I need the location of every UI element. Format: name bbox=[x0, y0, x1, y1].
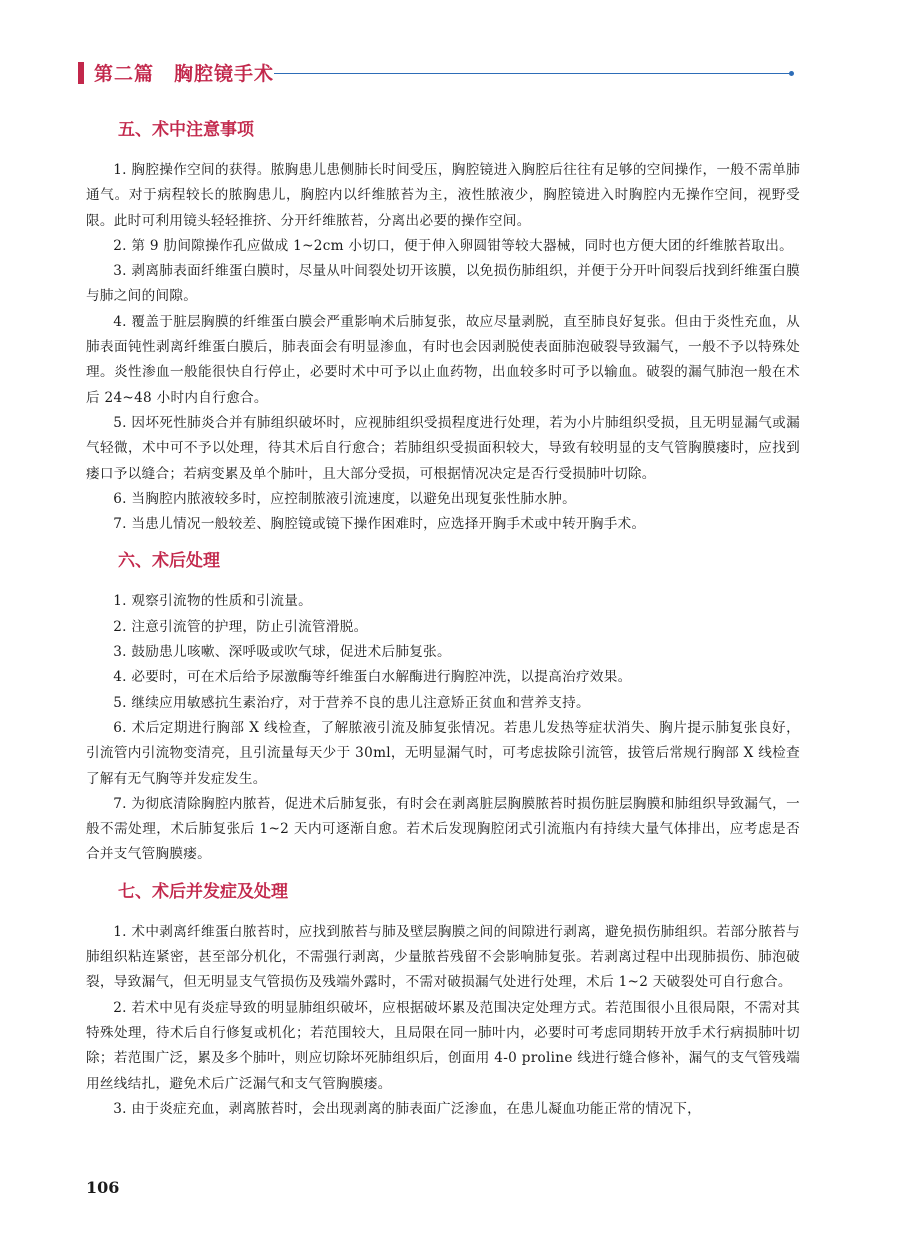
paragraph: 4. 覆盖于脏层胸膜的纤维蛋白膜会严重影响术后肺复张，故应尽量剥脱，直至肺良好复张。但由于炎性充血，从肺表面钝性剥离纤维蛋白膜后，肺表面会有明显渗血，有时也会因剥脱使表面肺泡破裂导致漏气，一般不予以特殊处理。炎性渗血一般能很快自行停止，必要时术中可予以止血药物，出血较多时可予以输血。破裂的漏气肺泡一般在术后 24~48 小时内自行愈合。 bbox=[86, 313, 800, 406]
paragraph: 5. 继续应用敏感抗生素治疗，对于营养不良的患儿注意矫正贫血和营养支持。 bbox=[113, 694, 590, 711]
paragraph: 2. 注意引流管的护理，防止引流管滑脱。 bbox=[113, 618, 368, 635]
paragraph: 1. 术中剥离纤维蛋白脓苔时，应找到脓苔与肺及壁层胸膜之间的间隙进行剥离，避免损伤肺组织。若部分脓苔与肺组织粘连紧密，甚至部分机化，不需强行剥离，少量脓苔残留不会影响肺复张。若剥离过程中出现肺损伤、肺泡破裂，导致漏气，但无明显支气管损伤及残端外露时，不需对破损漏气处进行处理，术后 1~2 天破裂处可自行愈合。 bbox=[86, 923, 800, 991]
paragraph: 1. 胸腔操作空间的获得。脓胸患儿患侧肺长时间受压，胸腔镜进入胸腔后往往有足够的空间操作，一般不需单肺通气。对于病程较长的脓胸患儿，胸腔内以纤维脓苔为主，液性脓液少，胸腔镜进入时胸腔内无操作空间，视野受限。此时可利用镜头轻轻推挤、分开纤维脓苔，分离出必要的操作空间。 bbox=[86, 162, 800, 229]
running-header bbox=[78, 56, 794, 90]
paragraph: 2. 若术中见有炎症导致的明显肺组织破坏，应根据破坏累及范围决定处理方式。若范围很小且很局限，不需对其特殊处理，待术后自行修复或机化；若范围较大，且局限在同一肺叶内，必要时可考虑同期转开放手术行病损肺叶切除；若范围广泛，累及多个肺叶，则应切除坏死肺组织后，创面用 4-0 proline 线进行缝合修补，漏气的支气管残端用丝线结扎，避免术后广泛漏气和支气管胸膜瘘。 bbox=[86, 999, 800, 1092]
page-number: 106 bbox=[86, 1178, 120, 1197]
header-rule bbox=[274, 73, 790, 74]
header-rule-dot bbox=[789, 71, 794, 76]
paragraph: 7. 当患儿情况一般较差、胸腔镜或镜下操作困难时，应选择开胸手术或中转开胸手术。 bbox=[113, 516, 646, 533]
section-postoperative-care bbox=[86, 547, 800, 867]
header-marker bbox=[78, 62, 84, 84]
page-body bbox=[86, 110, 800, 1122]
section-heading: 六、术后处理 bbox=[118, 551, 220, 572]
section-intraoperative-notes bbox=[86, 116, 800, 537]
paragraph: 6. 当胸腔内脓液较多时，应控制脓液引流速度，以避免出现复张性肺水肿。 bbox=[113, 490, 576, 507]
paragraph: 3. 剥离肺表面纤维蛋白膜时，尽量从叶间裂处切开该膜，以免损伤肺组织，并便于分开叶间裂后找到纤维蛋白膜与肺之间的间隙。 bbox=[86, 263, 800, 305]
chapter-title: 第二篇 胸腔镜手术 bbox=[94, 63, 275, 85]
paragraph: 7. 为彻底清除胸腔内脓苔，促进术后肺复张，有时会在剥离脏层胸膜脓苔时损伤脏层胸膜和肺组织导致漏气，一般不需处理，术后肺复张后 1~2 天内可逐渐自愈。若术后发现胸腔闭式引流瓶内有持续大量气体排出，应考虑是否合并支气管胸膜瘘。 bbox=[86, 795, 800, 863]
section-heading: 七、术后并发症及处理 bbox=[118, 881, 288, 902]
paragraph: 3. 由于炎症充血，剥离脓苔时，会出现剥离的肺表面广泛渗血，在患儿凝血功能正常的情况下， bbox=[113, 1100, 702, 1117]
section-complications bbox=[86, 878, 800, 1122]
paragraph: 5. 因坏死性肺炎合并有肺组织破坏时，应视肺组织受损程度进行处理，若为小片肺组织受损，且无明显漏气或漏气轻微，术中可不予以处理，待其术后自行愈合；若肺组织受损面积较大，导致有较明显的支气管胸膜瘘时，应找到瘘口予以缝合；若病变累及单个肺叶，且大部分受损，可根据情况决定是否行受损肺叶切除。 bbox=[86, 414, 800, 482]
paragraph: 2. 第 9 肋间隙操作孔应做成 1~2cm 小切口，便于伸入卵圆钳等较大器械，同时也方便大团的纤维脓苔取出。 bbox=[113, 237, 794, 254]
paragraph: 1. 观察引流物的性质和引流量。 bbox=[113, 593, 312, 610]
paragraph: 6. 术后定期进行胸部 X 线检查，了解脓液引流及肺复张情况。若患儿发热等症状消失、胸片提示肺复张良好，引流管内引流物变清亮，且引流量每天少于 30ml，无明显漏气时，可考虑拔除引流管，拔管后常规行胸部 X 线检查了解有无气胸等并发症发生。 bbox=[86, 719, 800, 787]
section-heading: 五、术中注意事项 bbox=[118, 120, 254, 140]
paragraph: 3. 鼓励患儿咳嗽、深呼吸或吹气球，促进术后肺复张。 bbox=[113, 644, 451, 661]
paragraph: 4. 必要时，可在术后给予尿激酶等纤维蛋白水解酶进行胸腔冲洗，以提高治疗效果。 bbox=[113, 669, 632, 686]
